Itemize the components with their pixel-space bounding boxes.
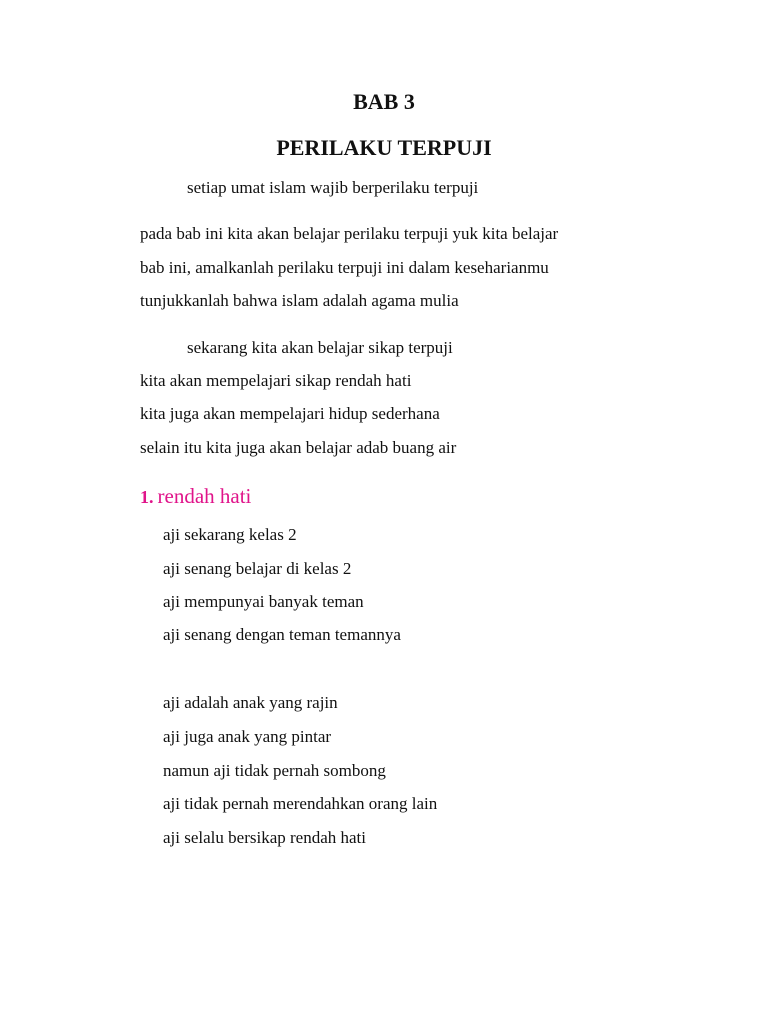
- paragraph2-line-1: kita akan mempelajari sikap rendah hati: [140, 371, 412, 390]
- section-line-3: aji mempunyai banyak teman: [163, 592, 364, 611]
- chapter-label: BAB 3: [353, 89, 415, 114]
- section-line-9: aji selalu bersikap rendah hati: [163, 828, 366, 847]
- paragraph2-intro: sekarang kita akan belajar sikap terpuji: [187, 338, 453, 357]
- section-heading: [140, 484, 251, 509]
- section-line-2: aji senang belajar di kelas 2: [163, 559, 352, 578]
- section-line-1: aji sekarang kelas 2: [163, 525, 297, 544]
- section-line-5: aji adalah anak yang rajin: [163, 693, 338, 712]
- paragraph2-line-2: kita juga akan mempelajari hidup sederhana: [140, 404, 440, 423]
- intro-line: setiap umat islam wajib berperilaku terpuji: [187, 178, 479, 197]
- section-line-7: namun aji tidak pernah sombong: [163, 761, 386, 780]
- paragraph1-line-2: bab ini, amalkanlah perilaku terpuji ini dalam keseharianmu: [140, 258, 549, 277]
- section-title: rendah hati: [157, 484, 252, 508]
- paragraph1-line-3: tunjukkanlah bahwa islam adalah agama mulia: [140, 291, 459, 310]
- section-line-4: aji senang dengan teman temannya: [163, 625, 401, 644]
- section-line-6: aji juga anak yang pintar: [163, 727, 332, 746]
- section-line-8: aji tidak pernah merendahkan orang lain: [163, 794, 438, 813]
- section-number: 1.: [140, 487, 154, 507]
- chapter-title: PERILAKU TERPUJI: [276, 135, 492, 160]
- paragraph2-line-3: selain itu kita juga akan belajar adab buang air: [140, 438, 457, 457]
- paragraph1-line-1: pada bab ini kita akan belajar perilaku terpuji yuk kita belajar: [140, 224, 559, 243]
